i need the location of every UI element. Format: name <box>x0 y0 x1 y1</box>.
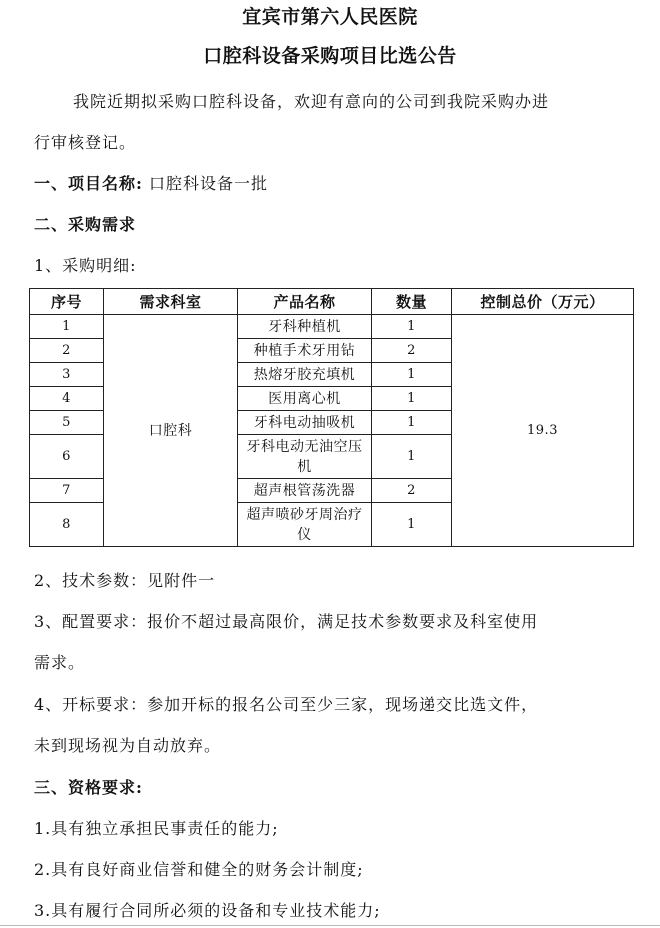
page-bottom-divider <box>0 925 660 926</box>
qualification-item-2: 2.具有良好商业信誉和健全的财务会计制度; <box>34 860 364 879</box>
project-name-label: 一、项目名称: <box>34 174 143 193</box>
row-quantity: 1 <box>372 411 452 435</box>
header-total-price: 控制总价（万元） <box>452 289 634 315</box>
bid-line-1: 4、开标要求：参加开标的报名公司至少三家，现场递交比选文件， <box>34 695 539 714</box>
row-quantity: 1 <box>372 363 452 387</box>
department-cell: 口腔科 <box>104 315 238 547</box>
header-quantity: 数量 <box>372 289 452 315</box>
row-quantity: 1 <box>372 315 452 339</box>
table-header-row <box>30 289 634 315</box>
qualification-item-1: 1.具有独立承担民事责任的能力; <box>34 819 279 838</box>
row-quantity: 1 <box>372 435 452 479</box>
row-no: 2 <box>30 339 104 363</box>
project-name-value: 口腔科设备一批 <box>149 174 269 193</box>
project-name-row <box>34 173 268 195</box>
header-no: 序号 <box>30 289 104 315</box>
qualification-item-3: 3.具有履行合同所必须的设备和专业技术能力; <box>34 901 381 920</box>
tech-params-line: 2、技术参数：见附件一 <box>34 571 216 590</box>
row-product: 热熔牙胶充填机 <box>238 363 372 387</box>
row-product: 牙科电动无油空压机 <box>238 435 372 479</box>
row-product: 牙科种植机 <box>238 315 372 339</box>
announcement-title: 口腔科设备采购项目比选公告 <box>203 45 457 67</box>
row-product: 牙科电动抽吸机 <box>238 411 372 435</box>
hospital-title: 宜宾市第六人民医院 <box>242 6 418 28</box>
config-line-1: 3、配置要求：报价不超过最高限价，满足技术参数要求及科室使用 <box>34 612 539 631</box>
row-no: 5 <box>30 411 104 435</box>
row-product: 超声喷砂牙周治疗仪 <box>238 503 372 547</box>
header-product: 产品名称 <box>238 289 372 315</box>
row-no: 8 <box>30 503 104 547</box>
row-no: 1 <box>30 315 104 339</box>
row-quantity: 1 <box>372 503 452 547</box>
config-line-2: 需求。 <box>34 653 86 672</box>
row-no: 3 <box>30 363 104 387</box>
header-department: 需求科室 <box>104 289 238 315</box>
procurement-table <box>29 288 634 547</box>
bid-line-2: 未到现场视为自动放弃。 <box>34 736 222 755</box>
total-price-cell: 19.3 <box>452 315 634 547</box>
row-quantity: 1 <box>372 387 452 411</box>
intro-line-2: 行审核登记。 <box>34 133 137 152</box>
row-product: 超声根管荡洗器 <box>238 479 372 503</box>
detail-label: 1、采购明细: <box>34 256 137 275</box>
row-no: 4 <box>30 387 104 411</box>
row-no: 6 <box>30 435 104 479</box>
section-demand-heading: 二、采购需求 <box>34 215 137 234</box>
section-qualification-heading: 三、资格要求: <box>34 778 143 797</box>
row-quantity: 2 <box>372 479 452 503</box>
row-quantity: 2 <box>372 339 452 363</box>
row-product: 医用离心机 <box>238 387 372 411</box>
row-no: 7 <box>30 479 104 503</box>
row-product: 种植手术牙用钻 <box>238 339 372 363</box>
table-row <box>30 315 634 339</box>
intro-line-1: 我院近期拟采购口腔科设备，欢迎有意向的公司到我院采购办进 <box>73 92 550 111</box>
